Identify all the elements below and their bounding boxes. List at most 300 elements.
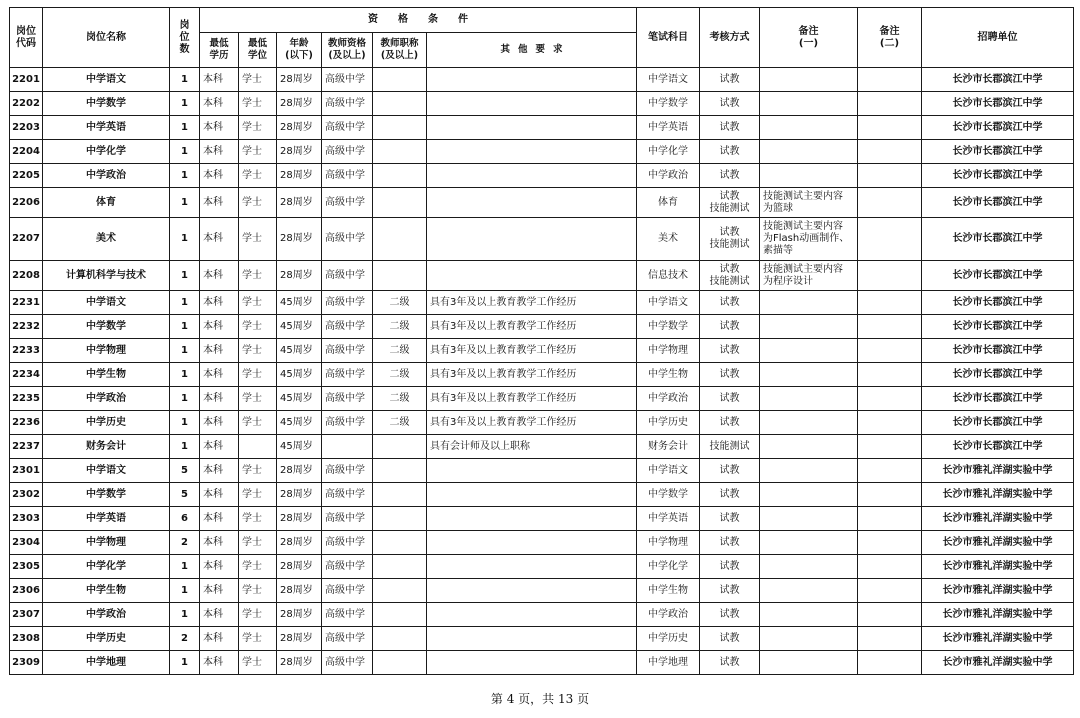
cell-exam: 中学数学 [637, 92, 700, 116]
cell-teacher-title [373, 140, 427, 164]
table-row [10, 188, 1074, 218]
cell-age: 28周岁 [277, 188, 322, 218]
cell-other [427, 579, 637, 603]
cell-code: 2304 [10, 531, 43, 555]
cell-teacher-title [373, 68, 427, 92]
cell-note1 [760, 291, 858, 315]
cell-assess: 试教 [700, 651, 760, 675]
cell-assess: 试教 技能测试 [700, 218, 760, 261]
cell-other [427, 164, 637, 188]
cell-assess: 试教 [700, 116, 760, 140]
cell-note1: 技能测试主要内容 为篮球 [760, 188, 858, 218]
col-header-qualification: 资格条件 [200, 8, 637, 33]
cell-other [427, 140, 637, 164]
cell-teacher-cert: 高级中学 [322, 92, 373, 116]
cell-code: 2205 [10, 164, 43, 188]
cell-count: 1 [170, 315, 200, 339]
cell-teacher-cert: 高级中学 [322, 261, 373, 291]
cell-unit: 长沙市长郡滨江中学 [922, 92, 1074, 116]
cell-unit: 长沙市长郡滨江中学 [922, 315, 1074, 339]
table-row [10, 315, 1074, 339]
cell-teacher-title: 二级 [373, 387, 427, 411]
cell-edu: 本科 [200, 363, 239, 387]
cell-code: 2232 [10, 315, 43, 339]
cell-degree: 学士 [239, 116, 277, 140]
cell-exam: 美术 [637, 218, 700, 261]
col-header-unit: 招聘单位 [922, 8, 1074, 68]
table-row [10, 116, 1074, 140]
table-row [10, 363, 1074, 387]
table-row [10, 531, 1074, 555]
cell-unit: 长沙市雅礼洋湖实验中学 [922, 603, 1074, 627]
col-header-exam: 笔试科目 [637, 8, 700, 68]
cell-edu: 本科 [200, 315, 239, 339]
cell-count: 1 [170, 555, 200, 579]
cell-other: 具有3年及以上教育教学工作经历 [427, 363, 637, 387]
cell-teacher-cert: 高级中学 [322, 218, 373, 261]
cell-degree: 学士 [239, 387, 277, 411]
cell-code: 2204 [10, 140, 43, 164]
cell-name: 中学政治 [43, 603, 170, 627]
cell-unit: 长沙市雅礼洋湖实验中学 [922, 507, 1074, 531]
cell-other [427, 603, 637, 627]
cell-teacher-cert: 高级中学 [322, 188, 373, 218]
cell-degree: 学士 [239, 531, 277, 555]
cell-unit: 长沙市长郡滨江中学 [922, 116, 1074, 140]
cell-exam: 中学物理 [637, 339, 700, 363]
cell-exam: 中学英语 [637, 116, 700, 140]
cell-teacher-cert: 高级中学 [322, 140, 373, 164]
cell-note1 [760, 68, 858, 92]
cell-count: 1 [170, 188, 200, 218]
cell-teacher-cert: 高级中学 [322, 116, 373, 140]
cell-age: 28周岁 [277, 140, 322, 164]
cell-name: 中学政治 [43, 164, 170, 188]
cell-note2 [858, 603, 922, 627]
cell-other [427, 507, 637, 531]
table-body [10, 68, 1074, 675]
cell-unit: 长沙市雅礼洋湖实验中学 [922, 483, 1074, 507]
cell-edu: 本科 [200, 651, 239, 675]
cell-note1 [760, 387, 858, 411]
cell-unit: 长沙市长郡滨江中学 [922, 188, 1074, 218]
col-header-code: 岗位 代码 [10, 8, 43, 68]
cell-degree: 学士 [239, 603, 277, 627]
cell-edu: 本科 [200, 435, 239, 459]
cell-teacher-title [373, 603, 427, 627]
cell-teacher-title [373, 651, 427, 675]
cell-name: 体育 [43, 188, 170, 218]
cell-teacher-title [373, 483, 427, 507]
cell-edu: 本科 [200, 579, 239, 603]
cell-other: 具有会计师及以上职称 [427, 435, 637, 459]
cell-teacher-cert: 高级中学 [322, 363, 373, 387]
cell-note1 [760, 116, 858, 140]
cell-unit: 长沙市长郡滨江中学 [922, 387, 1074, 411]
cell-age: 28周岁 [277, 651, 322, 675]
cell-note2 [858, 291, 922, 315]
cell-note2 [858, 140, 922, 164]
cell-unit: 长沙市长郡滨江中学 [922, 140, 1074, 164]
cell-assess: 试教 [700, 603, 760, 627]
cell-code: 2301 [10, 459, 43, 483]
cell-code: 2203 [10, 116, 43, 140]
cell-unit: 长沙市雅礼洋湖实验中学 [922, 459, 1074, 483]
cell-degree: 学士 [239, 483, 277, 507]
col-header-degree: 最低 学位 [239, 33, 277, 68]
cell-degree: 学士 [239, 188, 277, 218]
cell-note1 [760, 435, 858, 459]
table-row [10, 411, 1074, 435]
cell-other [427, 188, 637, 218]
cell-note1 [760, 411, 858, 435]
table-row [10, 164, 1074, 188]
cell-note2 [858, 651, 922, 675]
cell-degree [239, 435, 277, 459]
cell-age: 28周岁 [277, 261, 322, 291]
table-row [10, 261, 1074, 291]
cell-unit: 长沙市长郡滨江中学 [922, 339, 1074, 363]
table-row [10, 459, 1074, 483]
cell-assess: 试教 [700, 531, 760, 555]
cell-teacher-title: 二级 [373, 339, 427, 363]
cell-age: 28周岁 [277, 531, 322, 555]
cell-note1 [760, 507, 858, 531]
cell-assess: 试教 [700, 315, 760, 339]
cell-count: 1 [170, 261, 200, 291]
table-row [10, 92, 1074, 116]
cell-teacher-title: 二级 [373, 363, 427, 387]
cell-degree: 学士 [239, 140, 277, 164]
cell-edu: 本科 [200, 261, 239, 291]
cell-degree: 学士 [239, 218, 277, 261]
cell-code: 2308 [10, 627, 43, 651]
cell-assess: 试教 [700, 507, 760, 531]
cell-age: 28周岁 [277, 507, 322, 531]
cell-teacher-title [373, 459, 427, 483]
cell-count: 1 [170, 603, 200, 627]
col-header-teacher-cert: 教师资格 (及以上) [322, 33, 373, 68]
cell-other [427, 483, 637, 507]
cell-edu: 本科 [200, 218, 239, 261]
cell-degree: 学士 [239, 555, 277, 579]
col-header-other: 其他要求 [427, 33, 637, 68]
cell-note2 [858, 188, 922, 218]
cell-degree: 学士 [239, 315, 277, 339]
cell-unit: 长沙市长郡滨江中学 [922, 411, 1074, 435]
cell-name: 中学化学 [43, 555, 170, 579]
cell-count: 1 [170, 291, 200, 315]
cell-code: 2234 [10, 363, 43, 387]
table-row [10, 651, 1074, 675]
cell-teacher-cert [322, 435, 373, 459]
cell-teacher-cert: 高级中学 [322, 579, 373, 603]
cell-exam: 中学数学 [637, 315, 700, 339]
cell-other: 具有3年及以上教育教学工作经历 [427, 291, 637, 315]
cell-note1 [760, 603, 858, 627]
cell-name: 中学数学 [43, 483, 170, 507]
cell-edu: 本科 [200, 387, 239, 411]
cell-name: 中学英语 [43, 116, 170, 140]
cell-count: 1 [170, 387, 200, 411]
col-header-teacher-title: 教师职称 (及以上) [373, 33, 427, 68]
cell-count: 1 [170, 411, 200, 435]
cell-edu: 本科 [200, 483, 239, 507]
col-header-assess: 考核方式 [700, 8, 760, 68]
cell-age: 28周岁 [277, 459, 322, 483]
cell-unit: 长沙市长郡滨江中学 [922, 363, 1074, 387]
cell-unit: 长沙市雅礼洋湖实验中学 [922, 651, 1074, 675]
cell-other [427, 651, 637, 675]
cell-teacher-cert: 高级中学 [322, 164, 373, 188]
cell-unit: 长沙市长郡滨江中学 [922, 291, 1074, 315]
cell-name: 中学历史 [43, 627, 170, 651]
cell-exam: 中学物理 [637, 531, 700, 555]
table-row [10, 555, 1074, 579]
cell-age: 45周岁 [277, 411, 322, 435]
cell-edu: 本科 [200, 531, 239, 555]
cell-age: 28周岁 [277, 116, 322, 140]
cell-count: 1 [170, 140, 200, 164]
cell-assess: 试教 [700, 627, 760, 651]
cell-edu: 本科 [200, 68, 239, 92]
cell-age: 28周岁 [277, 164, 322, 188]
cell-teacher-cert: 高级中学 [322, 507, 373, 531]
cell-teacher-title [373, 116, 427, 140]
cell-note1 [760, 579, 858, 603]
cell-teacher-title [373, 92, 427, 116]
cell-teacher-title [373, 531, 427, 555]
table-row [10, 507, 1074, 531]
cell-exam: 中学历史 [637, 627, 700, 651]
cell-code: 2303 [10, 507, 43, 531]
cell-unit: 长沙市雅礼洋湖实验中学 [922, 531, 1074, 555]
cell-note2 [858, 363, 922, 387]
cell-code: 2302 [10, 483, 43, 507]
cell-note1 [760, 555, 858, 579]
cell-assess: 试教 [700, 387, 760, 411]
cell-code: 2201 [10, 68, 43, 92]
cell-note1 [760, 627, 858, 651]
cell-teacher-title [373, 188, 427, 218]
table-row [10, 387, 1074, 411]
cell-other [427, 116, 637, 140]
cell-note1 [760, 92, 858, 116]
cell-unit: 长沙市雅礼洋湖实验中学 [922, 555, 1074, 579]
cell-degree: 学士 [239, 651, 277, 675]
cell-teacher-cert: 高级中学 [322, 603, 373, 627]
cell-note2 [858, 315, 922, 339]
cell-edu: 本科 [200, 411, 239, 435]
cell-note2 [858, 261, 922, 291]
cell-count: 2 [170, 627, 200, 651]
col-header-note2: 备注 (二) [858, 8, 922, 68]
cell-note2 [858, 411, 922, 435]
cell-teacher-title: 二级 [373, 291, 427, 315]
cell-code: 2208 [10, 261, 43, 291]
cell-count: 1 [170, 339, 200, 363]
table-row [10, 579, 1074, 603]
cell-unit: 长沙市长郡滨江中学 [922, 218, 1074, 261]
cell-exam: 中学政治 [637, 387, 700, 411]
cell-age: 45周岁 [277, 363, 322, 387]
cell-age: 28周岁 [277, 555, 322, 579]
cell-age: 45周岁 [277, 315, 322, 339]
cell-teacher-title: 二级 [373, 315, 427, 339]
cell-exam: 中学语文 [637, 291, 700, 315]
cell-assess: 试教 [700, 579, 760, 603]
cell-assess: 试教 [700, 92, 760, 116]
cell-teacher-cert: 高级中学 [322, 531, 373, 555]
table-row [10, 68, 1074, 92]
cell-teacher-title [373, 579, 427, 603]
cell-note2 [858, 68, 922, 92]
recruitment-table [9, 7, 1074, 675]
cell-teacher-cert: 高级中学 [322, 291, 373, 315]
cell-count: 5 [170, 459, 200, 483]
cell-code: 2231 [10, 291, 43, 315]
cell-teacher-title [373, 164, 427, 188]
cell-unit: 长沙市雅礼洋湖实验中学 [922, 579, 1074, 603]
page-number: 第 4 页，共 13 页 [490, 692, 590, 706]
cell-count: 1 [170, 363, 200, 387]
cell-edu: 本科 [200, 140, 239, 164]
cell-note2 [858, 627, 922, 651]
cell-name: 中学英语 [43, 507, 170, 531]
cell-other [427, 459, 637, 483]
cell-exam: 中学地理 [637, 651, 700, 675]
cell-name: 中学语文 [43, 459, 170, 483]
cell-assess: 试教 [700, 291, 760, 315]
cell-name: 中学生物 [43, 363, 170, 387]
cell-teacher-cert: 高级中学 [322, 651, 373, 675]
cell-note1: 技能测试主要内容 为程序设计 [760, 261, 858, 291]
cell-edu: 本科 [200, 603, 239, 627]
cell-teacher-cert: 高级中学 [322, 555, 373, 579]
cell-teacher-title [373, 435, 427, 459]
cell-degree: 学士 [239, 339, 277, 363]
cell-assess: 试教 [700, 164, 760, 188]
cell-edu: 本科 [200, 507, 239, 531]
cell-name: 计算机科学与技术 [43, 261, 170, 291]
cell-degree: 学士 [239, 363, 277, 387]
cell-exam: 中学历史 [637, 411, 700, 435]
cell-name: 中学物理 [43, 339, 170, 363]
cell-degree: 学士 [239, 68, 277, 92]
cell-edu: 本科 [200, 627, 239, 651]
cell-exam: 中学政治 [637, 164, 700, 188]
cell-other: 具有3年及以上教育教学工作经历 [427, 315, 637, 339]
cell-teacher-title: 二级 [373, 411, 427, 435]
cell-note2 [858, 507, 922, 531]
cell-assess: 试教 技能测试 [700, 188, 760, 218]
cell-exam: 中学语文 [637, 459, 700, 483]
cell-note2 [858, 92, 922, 116]
cell-name: 中学物理 [43, 531, 170, 555]
cell-name: 中学数学 [43, 315, 170, 339]
cell-name: 中学语文 [43, 291, 170, 315]
table-header [10, 8, 1074, 68]
cell-age: 45周岁 [277, 291, 322, 315]
cell-assess: 试教 [700, 68, 760, 92]
cell-exam: 中学语文 [637, 68, 700, 92]
cell-other: 具有3年及以上教育教学工作经历 [427, 339, 637, 363]
cell-other [427, 68, 637, 92]
cell-note2 [858, 116, 922, 140]
cell-count: 1 [170, 116, 200, 140]
cell-degree: 学士 [239, 261, 277, 291]
cell-note2 [858, 164, 922, 188]
cell-other [427, 627, 637, 651]
cell-degree: 学士 [239, 291, 277, 315]
cell-code: 2235 [10, 387, 43, 411]
cell-exam: 中学政治 [637, 603, 700, 627]
cell-count: 1 [170, 651, 200, 675]
cell-exam: 信息技术 [637, 261, 700, 291]
cell-assess: 试教 技能测试 [700, 261, 760, 291]
table-row [10, 339, 1074, 363]
cell-teacher-cert: 高级中学 [322, 627, 373, 651]
table-row [10, 483, 1074, 507]
col-header-note1: 备注 (一) [760, 8, 858, 68]
cell-name: 美术 [43, 218, 170, 261]
cell-edu: 本科 [200, 555, 239, 579]
cell-age: 28周岁 [277, 218, 322, 261]
cell-other: 具有3年及以上教育教学工作经历 [427, 411, 637, 435]
cell-edu: 本科 [200, 116, 239, 140]
cell-note2 [858, 387, 922, 411]
cell-code: 2207 [10, 218, 43, 261]
table-row [10, 218, 1074, 261]
cell-degree: 学士 [239, 411, 277, 435]
cell-code: 2233 [10, 339, 43, 363]
cell-other [427, 218, 637, 261]
cell-count: 6 [170, 507, 200, 531]
cell-note2 [858, 531, 922, 555]
cell-note2 [858, 339, 922, 363]
cell-exam: 中学英语 [637, 507, 700, 531]
cell-other [427, 261, 637, 291]
cell-assess: 试教 [700, 459, 760, 483]
cell-code: 2202 [10, 92, 43, 116]
cell-teacher-title [373, 218, 427, 261]
cell-code: 2206 [10, 188, 43, 218]
cell-teacher-title [373, 261, 427, 291]
cell-exam: 中学数学 [637, 483, 700, 507]
cell-count: 1 [170, 218, 200, 261]
cell-teacher-title [373, 507, 427, 531]
cell-teacher-cert: 高级中学 [322, 68, 373, 92]
cell-age: 28周岁 [277, 483, 322, 507]
cell-degree: 学士 [239, 507, 277, 531]
cell-teacher-title [373, 555, 427, 579]
col-header-name: 岗位名称 [43, 8, 170, 68]
cell-code: 2307 [10, 603, 43, 627]
cell-age: 28周岁 [277, 627, 322, 651]
cell-note2 [858, 579, 922, 603]
cell-degree: 学士 [239, 164, 277, 188]
cell-name: 中学数学 [43, 92, 170, 116]
cell-name: 财务会计 [43, 435, 170, 459]
cell-count: 1 [170, 92, 200, 116]
cell-unit: 长沙市长郡滨江中学 [922, 164, 1074, 188]
table-row [10, 140, 1074, 164]
cell-teacher-cert: 高级中学 [322, 339, 373, 363]
cell-note2 [858, 483, 922, 507]
cell-code: 2305 [10, 555, 43, 579]
cell-name: 中学化学 [43, 140, 170, 164]
cell-unit: 长沙市长郡滨江中学 [922, 261, 1074, 291]
